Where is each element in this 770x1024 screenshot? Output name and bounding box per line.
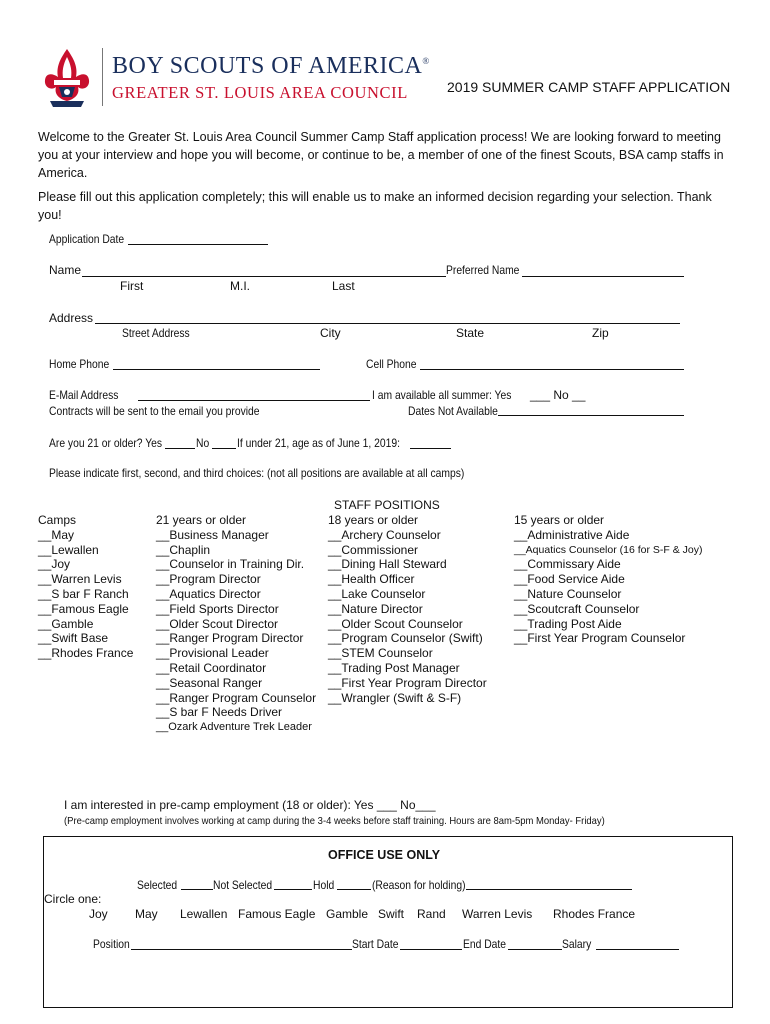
position-option[interactable]: __Business Manager [156,527,269,542]
end-date-label: End Date [463,937,507,951]
position-option[interactable]: __Health Officer [328,572,415,587]
position-option[interactable]: __Aquatics Director [156,586,261,601]
available-all-summer-label: I am available all summer: Yes [372,388,512,402]
age-no-blank[interactable] [212,448,236,449]
position-label: Position [93,937,130,951]
dates-not-available-label: Dates Not Available [408,404,498,418]
age-as-of-field[interactable] [410,448,451,449]
position-option[interactable]: __Chaplin [156,542,211,557]
not-selected-label: Not Selected [213,878,273,892]
preferred-name-label: Preferred Name [446,263,520,277]
camp-option[interactable]: __Swift Base [38,631,109,646]
camp-option[interactable]: __Rhodes France [38,646,134,661]
camp-option[interactable]: __Famous Eagle [38,601,129,616]
cell-phone-field[interactable] [420,369,684,370]
address-label: Address [49,311,94,325]
form-title: 2019 SUMMER CAMP STAFF APPLICATION [447,79,731,95]
camp-option[interactable]: __Lewallen [38,542,99,557]
camp-option[interactable]: __Joy [38,557,71,572]
application-date-field[interactable] [128,244,268,245]
cell-phone-label: Cell Phone [366,357,417,371]
office-camp-joy[interactable]: Joy [89,907,108,921]
last-caption: Last [332,279,355,293]
position-option[interactable]: __Older Scout Director [156,616,279,631]
available-no-option[interactable]: ___ No __ [530,388,586,402]
choices-instruction: Please indicate first, second, and third choices: (not all positions are available at all camps) [49,466,465,480]
intro-paragraph-2: Please fill out this application completely; this will enable us to make an informed decision regarding your selection. Thank you! [38,190,712,222]
position-option[interactable]: __Program Director [156,572,261,587]
position-option[interactable]: __Scoutcraft Counselor [514,601,640,616]
position-option[interactable]: __Lake Counselor [328,586,426,601]
hold-label: Hold [313,878,335,892]
position-option[interactable]: __Aquatics Counselor (16 for S-F & Joy) [514,543,703,556]
state-caption: State [456,326,485,340]
position-option[interactable]: __Provisional Leader [156,646,269,661]
office-camp-rand[interactable]: Rand [417,907,446,921]
position-option[interactable]: __Ozark Adventure Trek Leader [156,721,312,734]
position-option[interactable]: __Retail Coordinator [156,660,267,675]
not-selected-blank[interactable] [274,889,312,890]
position-option[interactable]: __Food Service Aide [514,572,625,587]
position-option[interactable]: __S bar F Needs Driver [156,705,283,720]
contracts-note: Contracts will be sent to the email you provide [49,404,260,418]
position-option[interactable]: __Nature Counselor [514,586,622,601]
precamp-question: I am interested in pre-camp employment (18 or older): Yes ___ No___ [64,798,436,812]
preferred-name-field[interactable] [522,276,684,277]
position-field[interactable] [131,949,352,950]
email-label: E-Mail Address [49,388,119,402]
office-camp-may[interactable]: May [135,907,158,921]
age-yes-blank[interactable] [165,448,195,449]
dates-not-available-field[interactable] [498,415,684,416]
office-camp-lewallen[interactable]: Lewallen [180,907,228,921]
org-name: BOY SCOUTS OF AMERICA® [112,53,430,79]
end-date-field[interactable] [508,949,562,950]
name-field[interactable] [82,276,446,277]
age15-title: 15 years or older [514,513,605,527]
intro-paragraph-1: Welcome to the Greater St. Louis Area Council Summer Camp Staff application process! We are looking forward to meeting you at your interview and hope you will become, or continue to be, a member of one of the finest Scouts, BSA camp staffs in America. [38,130,724,180]
position-option[interactable]: __Dining Hall Steward [328,557,447,572]
age21-title: 21 years or older [156,513,247,527]
position-option[interactable]: __Commissary Aide [514,557,621,572]
staff-positions-heading: STAFF POSITIONS [334,498,440,512]
position-option[interactable]: __Trading Post Manager [328,660,460,675]
reason-field[interactable] [466,889,632,890]
position-option[interactable]: __First Year Program Counselor [514,631,686,646]
first-caption: First [120,279,144,293]
office-camp-famous-eagle[interactable]: Famous Eagle [238,907,316,921]
position-option[interactable]: __Administrative Aide [514,527,630,542]
position-option[interactable]: __Trading Post Aide [514,616,622,631]
position-option[interactable]: __Wrangler (Swift & S-F) [328,690,462,705]
email-field[interactable] [138,400,370,401]
camp-option[interactable]: __Warren Levis [38,572,122,587]
home-phone-field[interactable] [113,369,320,370]
mi-caption: M.I. [230,279,250,293]
office-use-title: OFFICE USE ONLY [328,848,441,862]
position-option[interactable]: __Seasonal Ranger [156,675,263,690]
position-option[interactable]: __Field Sports Director [156,601,279,616]
city-caption: City [320,326,341,340]
salary-field[interactable] [596,949,679,950]
selected-label: Selected [137,878,178,892]
age-question: Are you 21 or older? Yes [49,436,163,450]
application-date-label: Application Date [49,232,125,246]
name-label: Name [49,263,82,277]
salary-label: Salary [562,937,592,951]
office-camp-warren-levis[interactable]: Warren Levis [462,907,533,921]
camp-option[interactable]: __Gamble [38,616,94,631]
office-camp-rhodes-france[interactable]: Rhodes France [553,907,636,921]
precamp-note: (Pre-camp employment involves working at camp during the 3-4 weeks before staff training. Hours are 8am-5pm Monday- Friday) [64,815,605,827]
position-option[interactable]: __Commissioner [328,542,419,557]
age-no-label: No [196,436,210,450]
council-name: GREATER ST. LOUIS AREA COUNCIL [112,83,408,102]
reason-label: (Reason for holding) [372,878,466,892]
positions-21-column [156,513,316,735]
hold-blank[interactable] [337,889,371,890]
position-option[interactable]: __STEM Counselor [328,646,433,661]
position-option[interactable]: __Older Scout Counselor [328,616,463,631]
position-option[interactable]: __Counselor in Training Dir. [156,557,305,572]
start-date-label: Start Date [352,937,399,951]
camps-title: Camps [38,513,77,527]
position-option[interactable]: __Ranger Program Director [156,631,304,646]
circle-one-label: Circle one: [44,892,102,906]
logo-divider [102,48,103,106]
position-option[interactable]: __Ranger Program Counselor [156,690,317,705]
street-address-caption: Street Address [122,326,190,340]
position-option[interactable]: __Archery Counselor [328,527,441,542]
camp-option[interactable]: __S bar F Ranch [38,586,129,601]
address-field[interactable] [95,323,680,324]
position-option[interactable]: __Nature Director [328,601,423,616]
selected-blank[interactable] [181,889,213,890]
home-phone-label: Home Phone [49,357,110,371]
position-option[interactable]: __First Year Program Director [328,675,487,690]
bsa-fleur-de-lis-logo [42,47,92,114]
zip-caption: Zip [592,326,609,340]
age-if-under-21-label: If under 21, age as of June 1, 2019: [237,436,400,450]
office-camp-gamble[interactable]: Gamble [326,907,369,921]
age18-title: 18 years or older [328,513,419,527]
camp-option[interactable]: __May [38,527,75,542]
office-camp-swift[interactable]: Swift [378,907,405,921]
start-date-field[interactable] [400,949,462,950]
positions-18-column [328,513,487,705]
position-option[interactable]: __Program Counselor (Swift) [328,631,483,646]
positions-15-column [514,513,703,646]
camps-column [38,513,133,661]
